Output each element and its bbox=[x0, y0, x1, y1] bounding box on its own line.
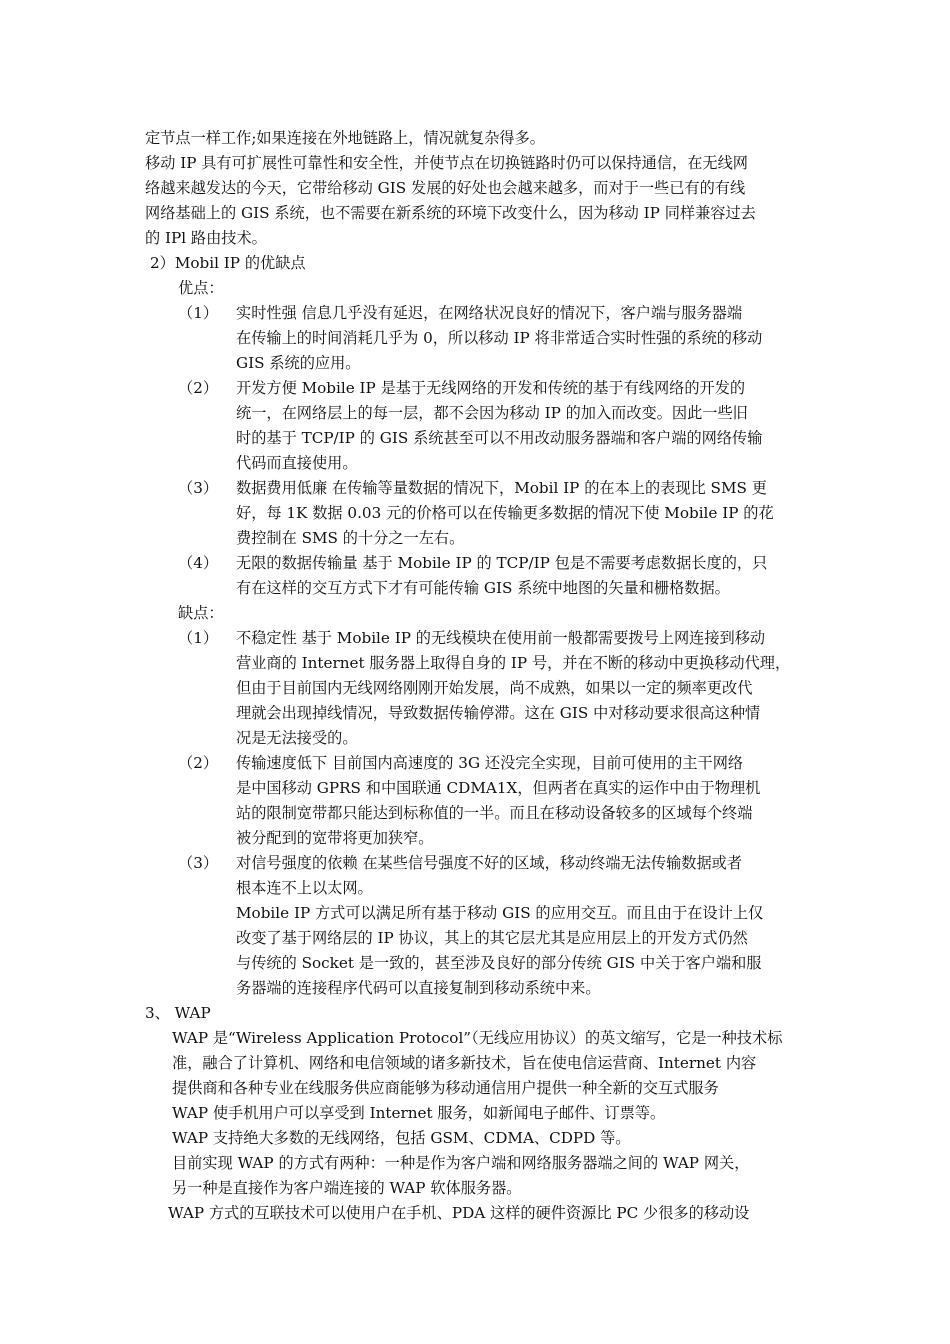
list-item-line: 时的基于 TCP/IP 的 GIS 系统甚至可以不用改动服务器端和客户端的网络传输 bbox=[236, 429, 763, 447]
list-item-line: 理就会出现掉线情况，导致数据传输停滞。这在 GIS 中对移动要求很高这种情 bbox=[236, 704, 761, 722]
section-heading: 3、 WAP bbox=[145, 1004, 211, 1022]
paragraph-line: WAP 方式的互联技术可以使用户在手机、PDA 这样的硬件资源比 PC 少很多的移动设 bbox=[168, 1204, 750, 1222]
list-item-line: 是中国移动 GPRS 和中国联通 CDMA1X，但两者在真实的运作中由于物理机 bbox=[236, 779, 761, 797]
paragraph-line: 提供商和各种专业在线服务供应商能够为移动通信用户提供一种全新的交互式服务 bbox=[172, 1079, 719, 1097]
list-item-line: 费控制在 SMS 的十分之一左右。 bbox=[236, 529, 465, 547]
list-item-line: 有在这样的交互方式下才有可能传输 GIS 系统中地图的矢量和栅格数据。 bbox=[236, 579, 730, 597]
list-item-number: （1） bbox=[178, 629, 219, 647]
list-item-line: 代码而直接使用。 bbox=[236, 454, 358, 472]
subheading-advantages: 优点： bbox=[178, 279, 224, 297]
paragraph-line: 的 IPl 路由技术。 bbox=[145, 229, 267, 247]
list-item-line: 不稳定性 基于 Mobile IP 的无线模块在使用前一般都需要拨号上网连接到移动 bbox=[236, 629, 766, 647]
subheading-disadvantages: 缺点： bbox=[178, 604, 224, 622]
list-item-number: （4） bbox=[178, 554, 219, 572]
list-item-line: 传输速度低下 目前国内高速度的 3G 还没完全实现，目前可使用的主干网络 bbox=[236, 754, 744, 772]
list-item-number: （1） bbox=[178, 304, 219, 322]
list-item-line: 与传统的 Socket 是一致的，甚至涉及良好的部分传统 GIS 中关于客户端和服 bbox=[236, 954, 762, 972]
list-item-line: 务器端的连接程序代码可以直接复制到移动系统中来。 bbox=[236, 979, 601, 997]
list-item-line: 统一，在网络层上的每一层，都不会因为移动 IP 的加入而改变。因此一些旧 bbox=[236, 404, 748, 422]
list-item-number: （2） bbox=[178, 379, 219, 397]
list-item-line: 实时性强 信息几乎没有延迟，在网络状况良好的情况下，客户端与服务器端 bbox=[236, 304, 743, 322]
paragraph-line: WAP 是“Wireless Application Protocol”（无线应用协议）的英文缩写，它是一种技术标 bbox=[172, 1029, 783, 1047]
list-item-line: 数据费用低廉 在传输等量数据的情况下，Mobil IP 的在本上的表现比 SMS 更 bbox=[236, 479, 767, 497]
paragraph-line: WAP 支持绝大多数的无线网络，包括 GSM、CDMA、CDPD 等。 bbox=[172, 1129, 631, 1147]
paragraph-line: 定节点一样工作;如果连接在外地链路上，情况就复杂得多。 bbox=[145, 129, 545, 147]
section-heading: 2）Mobil IP 的优缺点 bbox=[150, 254, 306, 272]
list-item-line: Mobile IP 方式可以满足所有基于移动 GIS 的应用交互。而且由于在设计上仅 bbox=[236, 904, 764, 922]
list-item-line: 好，每 1K 数据 0.03 元的价格可以在传输更多数据的情况下使 Mobile IP 的花 bbox=[236, 504, 774, 522]
paragraph-line: 准，融合了计算机、网络和电信领域的诸多新技术，旨在使电信运营商、Internet 内容 bbox=[172, 1054, 757, 1072]
paragraph-line: 移动 IP 具有可扩展性可靠性和安全性，并使节点在切换链路时仍可以保持通信，在无线网 bbox=[145, 154, 748, 172]
list-item-line: GIS 系统的应用。 bbox=[236, 354, 361, 372]
list-item-line: 但由于目前国内无线网络刚刚开始发展，尚不成熟，如果以一定的频率更改代 bbox=[236, 679, 753, 697]
list-item-line: 况是无法接受的。 bbox=[236, 729, 358, 747]
list-item-line: 站的限制宽带都只能达到标称值的一半。而且在移动设备较多的区域每个终端 bbox=[236, 804, 753, 822]
list-item-line: 被分配到的宽带将更加狭窄。 bbox=[236, 829, 434, 847]
paragraph-line: 另一种是直接作为客户端连接的 WAP 软体服务器。 bbox=[172, 1179, 522, 1197]
list-item-line: 根本连不上以太网。 bbox=[236, 879, 373, 897]
paragraph-line: 网络基础上的 GIS 系统，也不需要在新系统的环境下改变什么，因为移动 IP 同样兼容过去 bbox=[145, 204, 756, 222]
list-item-number: （3） bbox=[178, 854, 219, 872]
paragraph-line: 目前实现 WAP 的方式有两种：一种是作为客户端和网络服务器端之间的 WAP 网关， bbox=[172, 1154, 750, 1172]
list-item-number: （3） bbox=[178, 479, 219, 497]
list-item-line: 对信号强度的依赖 在某些信号强度不好的区域，移动终端无法传输数据或者 bbox=[236, 854, 743, 872]
list-item-line: 营业商的 Internet 服务器上取得自身的 IP 号，并在不断的移动中更换移动代理， bbox=[236, 654, 791, 672]
paragraph-line: WAP 使手机用户可以享受到 Internet 服务，如新闻电子邮件、订票等。 bbox=[172, 1104, 666, 1122]
list-item-number: （2） bbox=[178, 754, 219, 772]
paragraph-line: 络越来越发达的今天，它带给移动 GIS 发展的好处也会越来越多，而对于一些已有的有线 bbox=[145, 179, 746, 197]
list-item-line: 开发方便 Mobile IP 是基于无线网络的开发和传统的基于有线网络的开发的 bbox=[236, 379, 746, 397]
list-item-line: 无限的数据传输量 基于 Mobile IP 的 TCP/IP 包是不需要考虑数据长度的，只 bbox=[236, 554, 768, 572]
list-item-line: 改变了基于网络层的 IP 协议，其上的其它层尤其是应用层上的开发方式仍然 bbox=[236, 929, 748, 947]
list-item-line: 在传输上的时间消耗几乎为 0，所以移动 IP 将非常适合实时性强的系统的移动 bbox=[236, 329, 763, 347]
